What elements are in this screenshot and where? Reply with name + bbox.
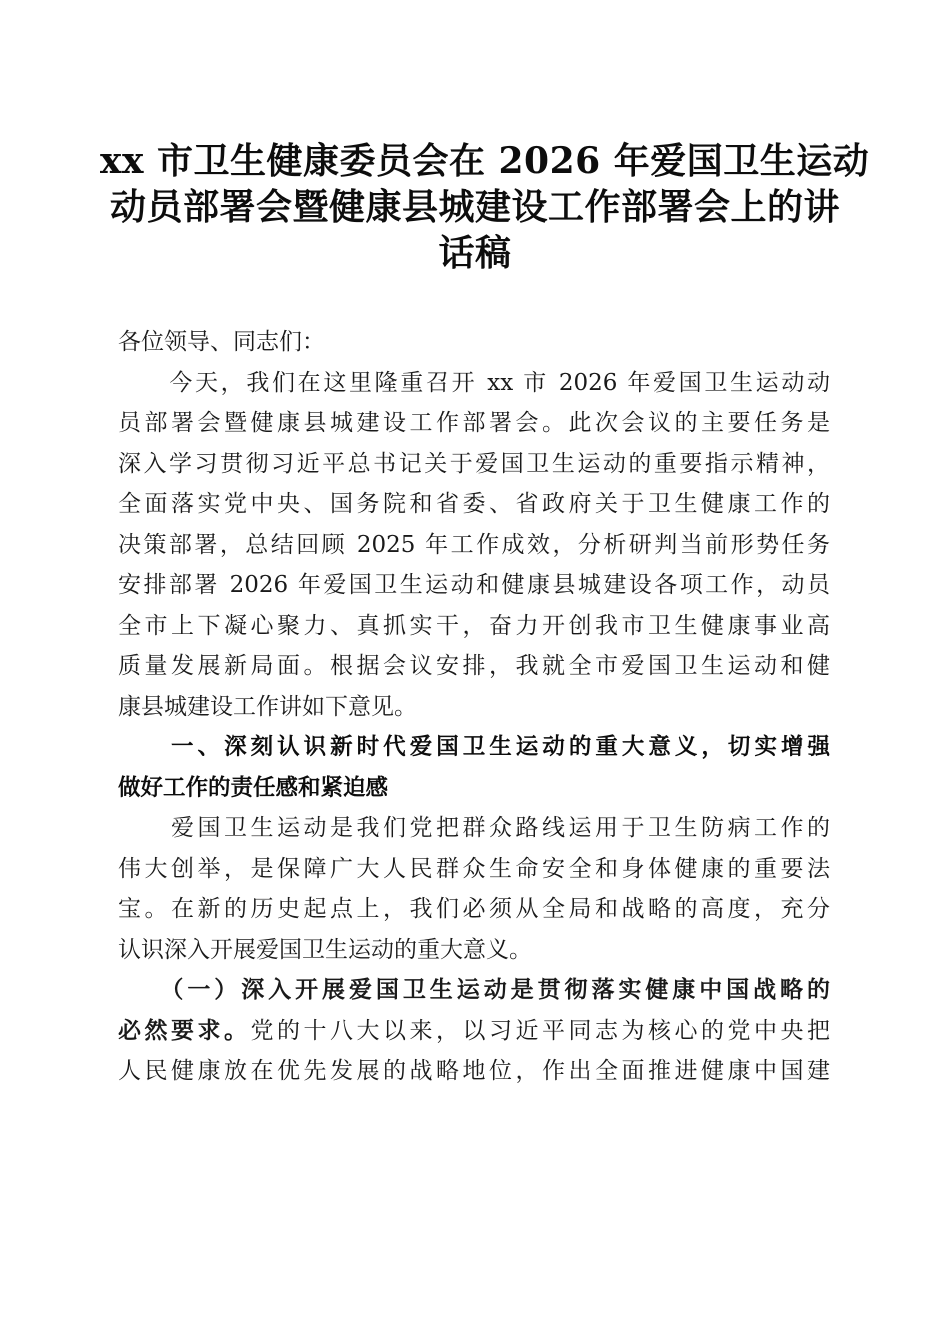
paragraph-line: 伟大创举，是保障广大人民群众生命安全和身体健康的重要法 xyxy=(118,855,830,882)
title-line: xx 市卫生健康委员会在 2026 年爱国卫生运动 xyxy=(100,140,870,182)
paragraph-line: 爱国卫生运动是我们党把群众路线运用于卫生防病工作的 xyxy=(118,815,830,841)
paragraph-line: 宝。在新的历史起点上，我们必须从全局和战略的高度，充分 xyxy=(118,896,830,922)
paragraph-line: 全面落实党中央、国务院和省委、省政府关于卫生健康工作的 xyxy=(118,491,830,517)
title-line: 动员部署会暨健康县城建设工作部署会上的讲 xyxy=(109,186,840,228)
paragraph-text: 党的十八大以来，以习近平同志为核心的党中央把 xyxy=(250,1017,830,1044)
paragraph-line: 深入学习贯彻习近平总书记关于爱国卫生运动的重要指示精神， xyxy=(118,450,830,477)
paragraph-line: 今天，我们在这里隆重召开 xx 市 2026 年爱国卫生运动动 xyxy=(118,369,830,396)
paragraph-line xyxy=(118,1011,830,1052)
section-heading xyxy=(118,727,830,808)
subsection-heading-line: （一）深入开展爱国卫生运动是贯彻落实健康中国战略的 xyxy=(118,976,830,1003)
document-body xyxy=(118,322,830,1092)
document-title xyxy=(100,138,870,276)
paragraph-line: 全市上下凝心聚力、真抓实干，奋力开创我市卫生健康事业高 xyxy=(118,612,830,639)
heading-line: 做好工作的责任感和紧迫感 xyxy=(118,774,389,801)
subsection-heading-end: 必然要求。 xyxy=(118,1016,251,1044)
paragraph-line: 员部署会暨健康县城建设工作部署会。此次会议的主要任务是 xyxy=(118,410,830,436)
subsection-paragraph xyxy=(118,970,830,1092)
salutation-text: 各位领导、同志们： xyxy=(118,329,325,355)
paragraph-line: 决策部署，总结回顾 2025 年工作成效，分析研判当前形势任务 xyxy=(118,531,830,558)
heading-line: 一、深刻认识新时代爱国卫生运动的重大意义，切实增强 xyxy=(118,734,830,760)
salutation xyxy=(118,322,830,363)
intro-paragraph xyxy=(118,363,830,728)
title-line: 话稿 xyxy=(438,232,512,274)
paragraph-line: 安排部署 2026 年爱国卫生运动和健康县城建设各项工作，动员 xyxy=(118,572,830,598)
paragraph-line: 质量发展新局面。根据会议安排，我就全市爱国卫生运动和健 xyxy=(118,653,830,679)
paragraph-line: 人民健康放在优先发展的战略地位，作出全面推进健康中国建 xyxy=(118,1058,830,1084)
paragraph-line: 认识深入开展爱国卫生运动的重大意义。 xyxy=(118,936,532,963)
paragraph-line: 康县城建设工作讲如下意见。 xyxy=(118,693,417,720)
section-paragraph xyxy=(118,808,830,970)
